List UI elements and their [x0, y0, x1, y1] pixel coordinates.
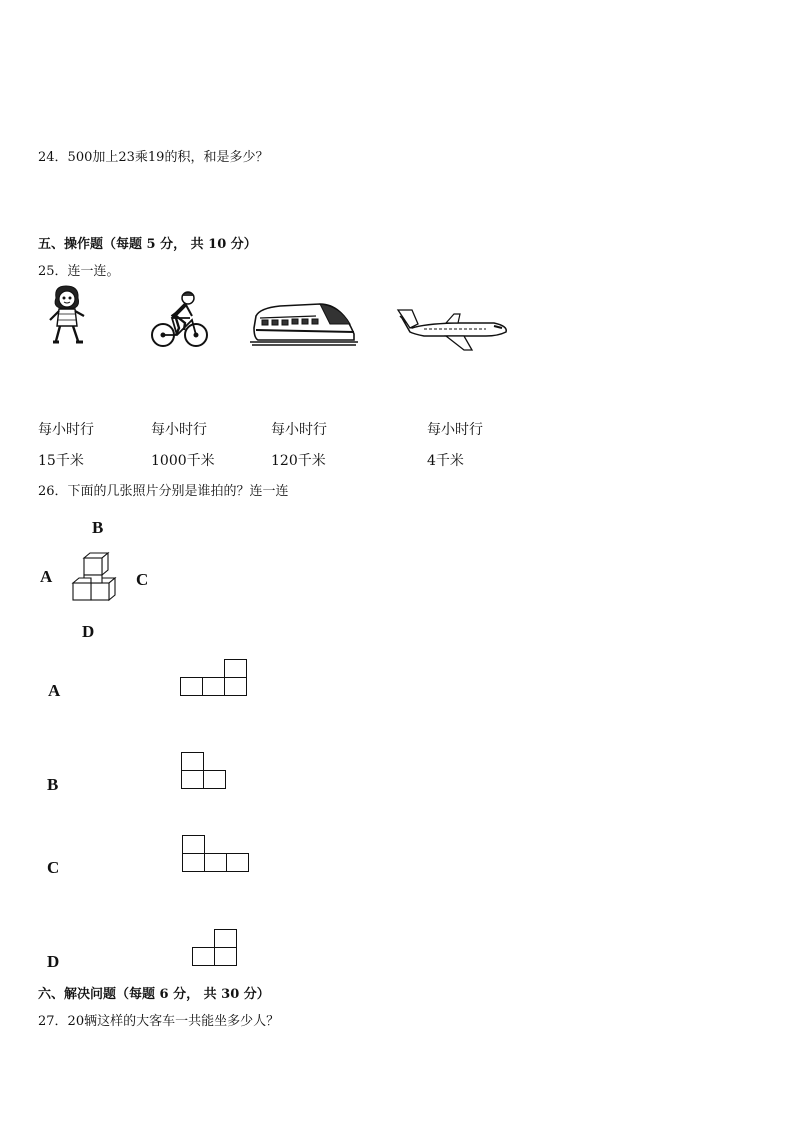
view-label-c: C: [47, 858, 60, 877]
question-26-prompt: 26．下面的几张照片分别是谁拍的？连一连: [38, 484, 289, 499]
position-label-left: A: [40, 567, 53, 586]
speed-label-3: 每小时行: [271, 422, 327, 438]
speed-value-3: 120千米: [271, 453, 326, 469]
speed-value-1: 15千米: [38, 453, 84, 469]
cyclist-icon: [150, 290, 210, 350]
speed-label-1: 每小时行: [38, 422, 94, 438]
view-label-b: B: [47, 775, 59, 794]
position-label-right: C: [136, 570, 149, 589]
question-25-prompt: 25．连一连。: [38, 264, 120, 279]
position-label-top: B: [92, 518, 104, 537]
speed-label-2: 每小时行: [151, 422, 207, 438]
high-speed-train-icon: [250, 298, 358, 348]
speed-value-4: 4千米: [427, 453, 464, 469]
position-label-bottom: D: [82, 622, 95, 641]
girl-walking-icon: [46, 284, 88, 346]
section-5-title: 五、操作题（每题 5 分， 共 10 分）: [38, 237, 257, 252]
question-27: 27．20辆这样的大客车一共能坐多少人？: [38, 1014, 280, 1029]
cube-stack-icon: [72, 552, 122, 606]
airplane-icon: [394, 304, 510, 352]
speed-value-2: 1000千米: [151, 453, 215, 469]
speed-label-4: 每小时行: [427, 422, 483, 438]
section-6-title: 六、解决问题（每题 6 分， 共 30 分）: [38, 987, 270, 1002]
question-24: 24．500加上23乘19的积，和是多少？: [38, 150, 269, 165]
view-label-d: D: [47, 952, 60, 971]
view-label-a: A: [48, 681, 61, 700]
